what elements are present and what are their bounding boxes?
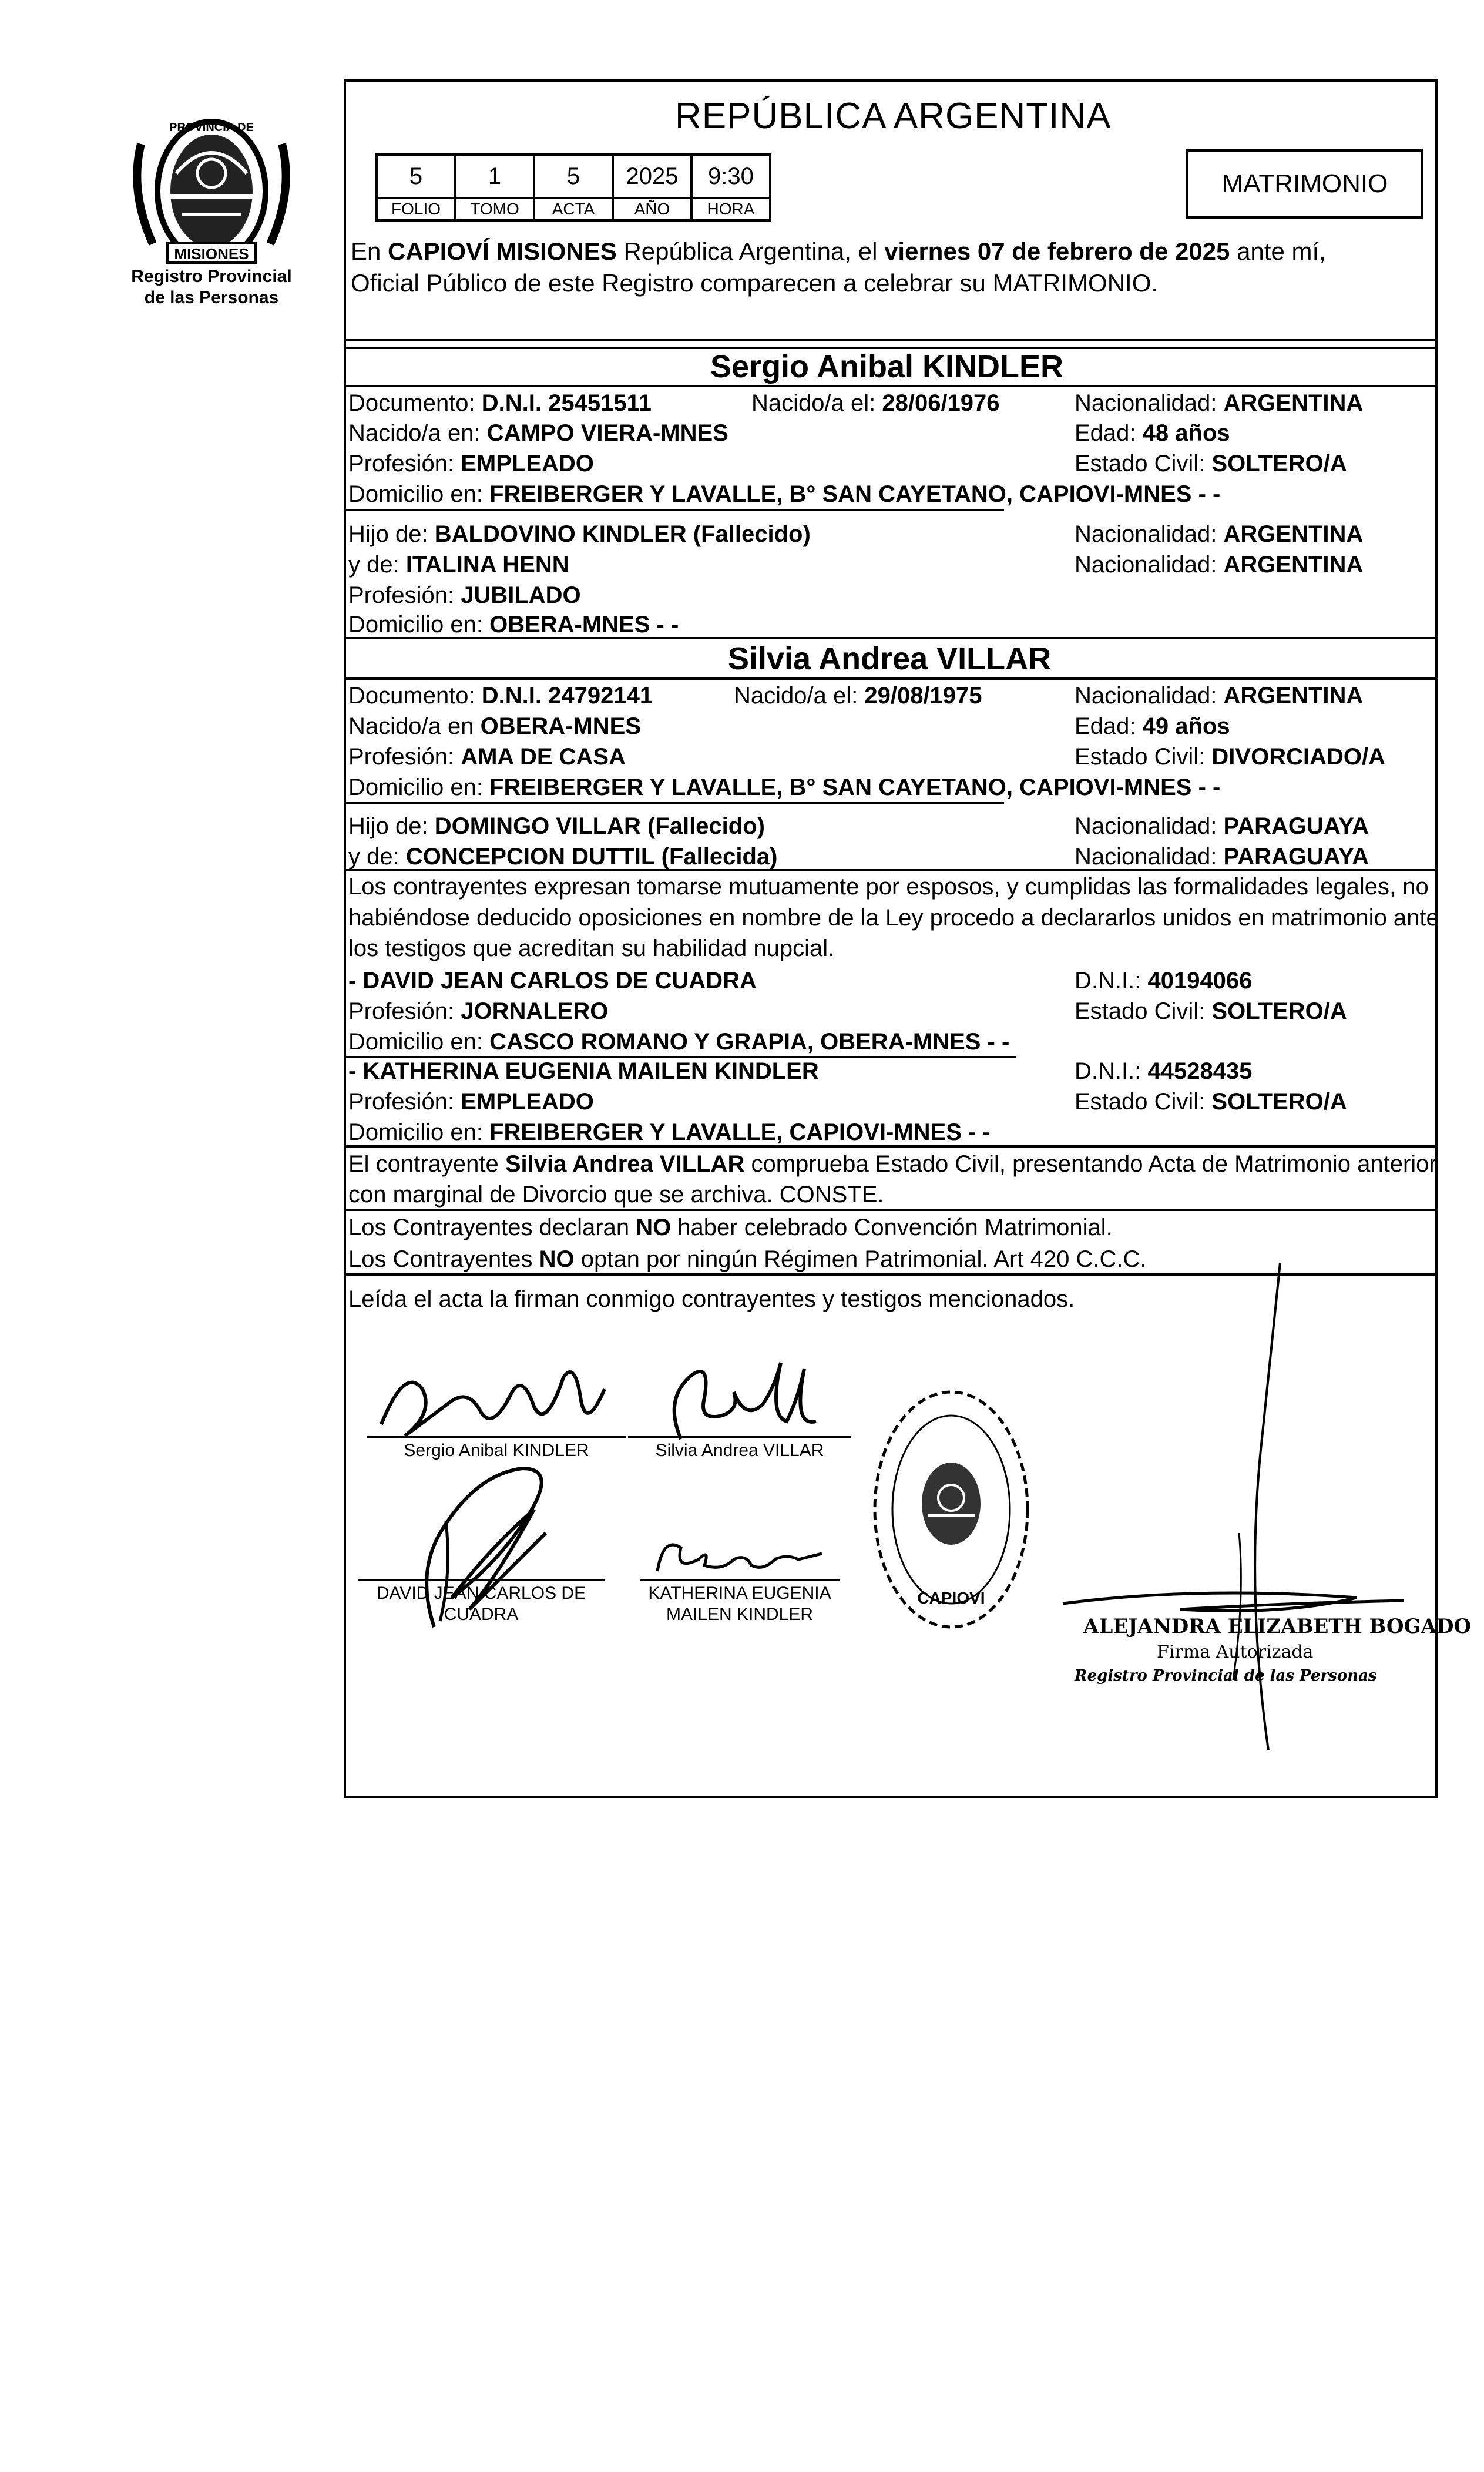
witness-1-address: Domicilio en: CASCO ROMANO Y GRAPIA, OBERA-MNES - - [348, 1029, 1010, 1055]
groom-mother-nationality: Nacionalidad: ARGENTINA [1075, 552, 1364, 578]
witness-1-name: - DAVID JEAN CARLOS DE CUADRA [348, 968, 757, 994]
witness-1-dni: D.N.I.: 40194066 [1075, 968, 1253, 994]
acta-value: 5 [534, 155, 613, 198]
bride-profession: Profesión: AMA DE CASA [348, 744, 626, 770]
groom-signature-label: Sergio Anibal KINDLER [404, 1441, 589, 1460]
convention-line-2: Los Contrayentes NO optan por ningún Régimen Patrimonial. Art 420 C.C.C. [348, 1246, 1147, 1272]
bride-age: Edad: 49 años [1075, 713, 1230, 739]
closing-text: Leída el acta la firman conmigo contrayentes y testigos mencionados. [348, 1286, 1075, 1312]
civil-note-line-2: con marginal de Divorcio que se archiva. CONSTE. [348, 1182, 884, 1208]
registry-caption-1: Registro Provincial [131, 267, 292, 286]
intro-place: CAPIOVÍ MISIONES [388, 237, 617, 265]
witness-2-civil-status: Estado Civil: SOLTERO/A [1075, 1089, 1347, 1115]
bride-nationality: Nacionalidad: ARGENTINA [1075, 683, 1364, 709]
groom-profession: Profesión: EMPLEADO [348, 451, 594, 477]
hour-label: HORA [691, 198, 770, 220]
witness-1-civil-status: Estado Civil: SOLTERO/A [1075, 998, 1347, 1024]
act-type-box [1186, 149, 1423, 219]
bride-father: Hijo de: DOMINGO VILLAR (Fallecido) [348, 813, 765, 839]
registry-caption-2: de las Personas [144, 288, 279, 307]
witness-2-profession: Profesión: EMPLEADO [348, 1089, 594, 1115]
groom-age: Edad: 48 años [1075, 420, 1230, 446]
witness-2-address: Domicilio en: FREIBERGER Y LAVALLE, CAPIOVI-MNES - - [348, 1119, 991, 1145]
witness-1-profession: Profesión: JORNALERO [348, 998, 609, 1024]
acta-label: ACTA [534, 198, 613, 220]
groom-parent-address: Domicilio en: OBERA-MNES - - [348, 612, 679, 638]
bride-father-nationality: Nacionalidad: PARAGUAYA [1075, 813, 1369, 839]
declaration-line-1: Los contrayentes expresan tomarse mutuamente por esposos, y cumplidas las formalidades legales, no [348, 874, 1429, 900]
witness-2-name: - KATHERINA EUGENIA MAILEN KINDLER [348, 1058, 819, 1084]
witness-2-signature-label: KATHERINA EUGENIA MAILEN KINDLER [648, 1584, 831, 1624]
groom-document: Documento: D.N.I. 25451511 [348, 390, 652, 416]
tomo-value: 1 [455, 155, 534, 198]
act-type-label: MATRIMONIO [1221, 169, 1388, 198]
year-value: 2025 [613, 155, 691, 198]
groom-name: Sergio Anibal KINDLER [710, 349, 1064, 384]
hour-value: 9:30 [691, 155, 770, 198]
registry-seal-icon [863, 1374, 1039, 1645]
bride-document: Documento: D.N.I. 24792141 [348, 683, 653, 709]
bride-mother-nationality: Nacionalidad: PARAGUAYA [1075, 844, 1369, 870]
country-title: REPÚBLICA ARGENTINA [675, 96, 1112, 136]
bride-civil-status: Estado Civil: DIVORCIADO/A [1075, 744, 1385, 770]
bride-name: Silvia Andrea VILLAR [728, 641, 1052, 676]
witness-2-signature [646, 1524, 834, 1583]
year-label: AÑO [613, 198, 691, 220]
act-number-table [375, 153, 771, 222]
declaration-line-2: habiéndose deducido oposiciones en nombre de la Ley procedo a declararlos unidos en matrimonio ante [348, 905, 1439, 931]
province-emblem-icon [117, 109, 305, 267]
intro-line-1: En CAPIOVÍ MISIONES República Argentina, el viernes 07 de febrero de 2025 ante mí, [351, 237, 1326, 265]
intro-date: viernes 07 de febrero de 2025 [884, 237, 1230, 265]
folio-label: FOLIO [377, 198, 455, 220]
seal-text: CAPIOVI [917, 1589, 985, 1607]
groom-father-nationality: Nacionalidad: ARGENTINA [1075, 521, 1364, 547]
emblem-top-text: PROVINCIA DE [169, 121, 254, 134]
groom-birthdate: Nacido/a el: 28/06/1976 [751, 390, 1000, 416]
civil-note-line-1: El contrayente Silvia Andrea VILLAR comprueba Estado Civil, presentando Acta de Matrimonio anterior [348, 1151, 1437, 1177]
groom-parent-profession: Profesión: JUBILADO [348, 582, 581, 608]
declaration-line-3: los testigos que acreditan su habilidad nupcial. [348, 935, 835, 961]
groom-birthplace: Nacido/a en: CAMPO VIERA-MNES [348, 420, 728, 446]
convention-line-1: Los Contrayentes declaran NO haber celebrado Convención Matrimonial. [348, 1215, 1113, 1240]
officer-organization: Registro Provincial de las Personas [1075, 1667, 1377, 1685]
tomo-label: TOMO [455, 198, 534, 220]
bride-address: Domicilio en: FREIBERGER Y LAVALLE, B° SAN CAYETANO, CAPIOVI-MNES - - [348, 774, 1221, 800]
witness-2-dni: D.N.I.: 44528435 [1075, 1058, 1253, 1084]
groom-mother: y de: ITALINA HENN [348, 552, 569, 578]
officer-name: ALEJANDRA ELIZABETH BOGADO [1083, 1615, 1472, 1638]
marriage-certificate [344, 79, 1472, 1798]
groom-civil-status: Estado Civil: SOLTERO/A [1075, 451, 1347, 477]
officer-title: Firma Autorizada [1157, 1642, 1314, 1662]
bride-birthdate: Nacido/a el: 29/08/1975 [734, 683, 982, 709]
bride-birthplace: Nacido/a en OBERA-MNES [348, 713, 641, 739]
emblem-bottom-text: MISIONES [174, 245, 249, 263]
bride-signature-label: Silvia Andrea VILLAR [655, 1441, 824, 1460]
intro-line-2: Oficial Público de este Registro comparecen a celebrar su MATRIMONIO. [351, 269, 1159, 297]
groom-father: Hijo de: BALDOVINO KINDLER (Fallecido) [348, 521, 811, 547]
groom-address: Domicilio en: FREIBERGER Y LAVALLE, B° SAN CAYETANO, CAPIOVI-MNES - - [348, 481, 1221, 507]
folio-value: 5 [377, 155, 455, 198]
bride-mother: y de: CONCEPCION DUTTIL (Fallecida) [348, 844, 778, 870]
witness-1-signature-label: DAVID JEAN CARLOS DE CUADRA [376, 1584, 586, 1624]
groom-nationality: Nacionalidad: ARGENTINA [1075, 390, 1364, 416]
